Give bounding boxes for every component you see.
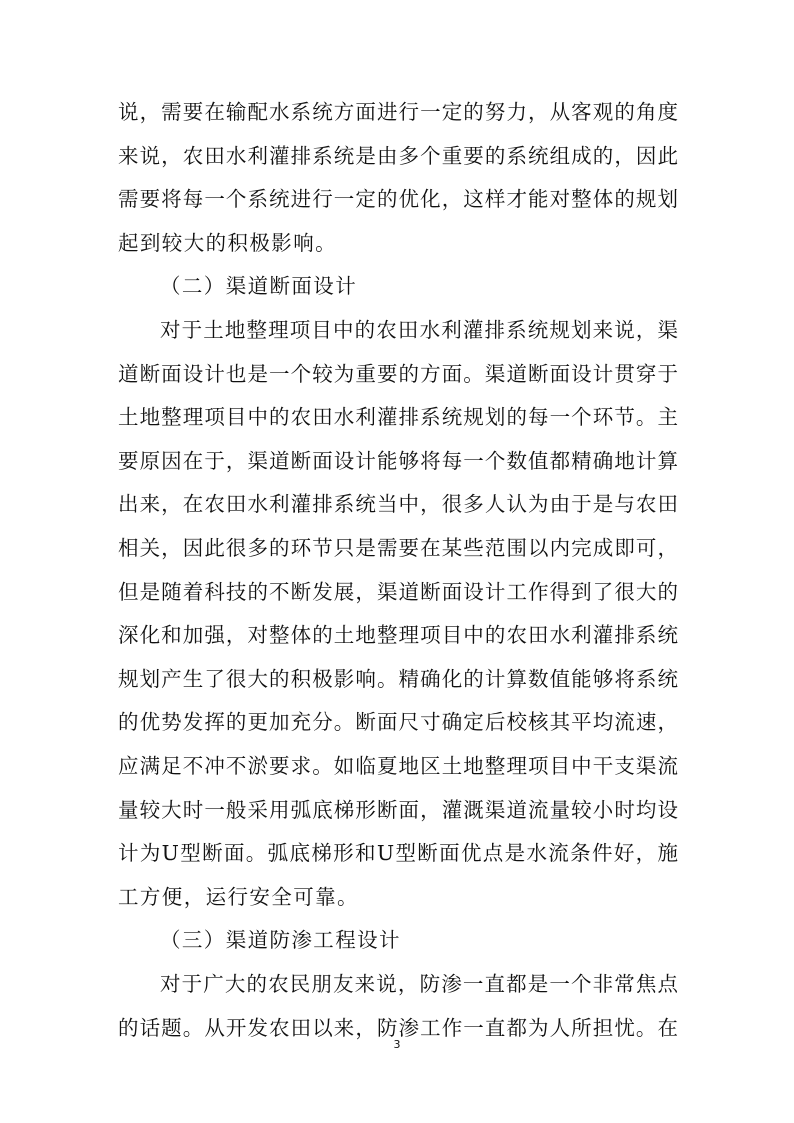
body-text-line: 需要将每一个系统进行一定的优化，这样才能对整体的规划 [118, 187, 678, 212]
body-text-line: 应满足不冲不淤要求。如临夏地区土地整理项目中干支渠流 [118, 754, 678, 778]
body-text-line: 工方便，运行安全可靠。 [118, 884, 359, 909]
body-text-line: 但是随着科技的不断发展，渠道断面设计工作得到了很大的 [118, 579, 678, 604]
body-text-line: 来说，农田水利灌排系统是由多个重要的系统组成的，因此 [118, 143, 678, 168]
body-text-line: 的优势发挥的更加充分。断面尺寸确定后校核其平均流速， [118, 710, 678, 735]
body-text-line: 计为U型断面。弧底梯形和U型断面优点是水流条件好，施 [118, 841, 678, 866]
body-text-line: 规划产生了很大的积极影响。精确化的计算数值能够将系统 [118, 666, 678, 691]
body-text-line: 要原因在于，渠道断面设计能够将每一个数值都精确地计算 [118, 448, 678, 473]
body-text-line: 起到较大的积极影响。 [118, 230, 337, 255]
body-text-line: 道断面设计也是一个较为重要的方面。渠道断面设计贯穿于 [118, 361, 678, 386]
body-text-line: 的话题。从开发农田以来，防渗工作一直都为人所担忧。在 [118, 1015, 678, 1040]
body-text-line: 说，需要在输配水系统方面进行一定的努力，从客观的角度 [118, 100, 678, 124]
body-text-line: 对于土地整理项目中的农田水利灌排系统规划来说，渠 [160, 318, 678, 342]
body-text-line: 出来，在农田水利灌排系统当中，很多人认为由于是与农田 [118, 492, 678, 517]
body-text-line: 量较大时一般采用弧底梯形断面，灌溉渠道流量较小时均设 [118, 797, 678, 822]
section-heading: （二）渠道断面设计 [160, 274, 358, 299]
body-text-line: 相关，因此很多的环节只是需要在某些范围以内完成即可， [118, 536, 678, 560]
body-text-line: 对于广大的农民朋友来说，防渗一直都是一个非常焦点 [160, 972, 678, 996]
section-heading: （三）渠道防渗工程设计 [160, 928, 401, 953]
body-text-line: 深化和加强，对整体的土地整理项目中的农田水利灌排系统 [118, 623, 678, 648]
page-number: 3 [393, 1038, 401, 1051]
body-text-line: 土地整理项目中的农田水利灌排系统规划的每一个环节。主 [118, 405, 678, 430]
